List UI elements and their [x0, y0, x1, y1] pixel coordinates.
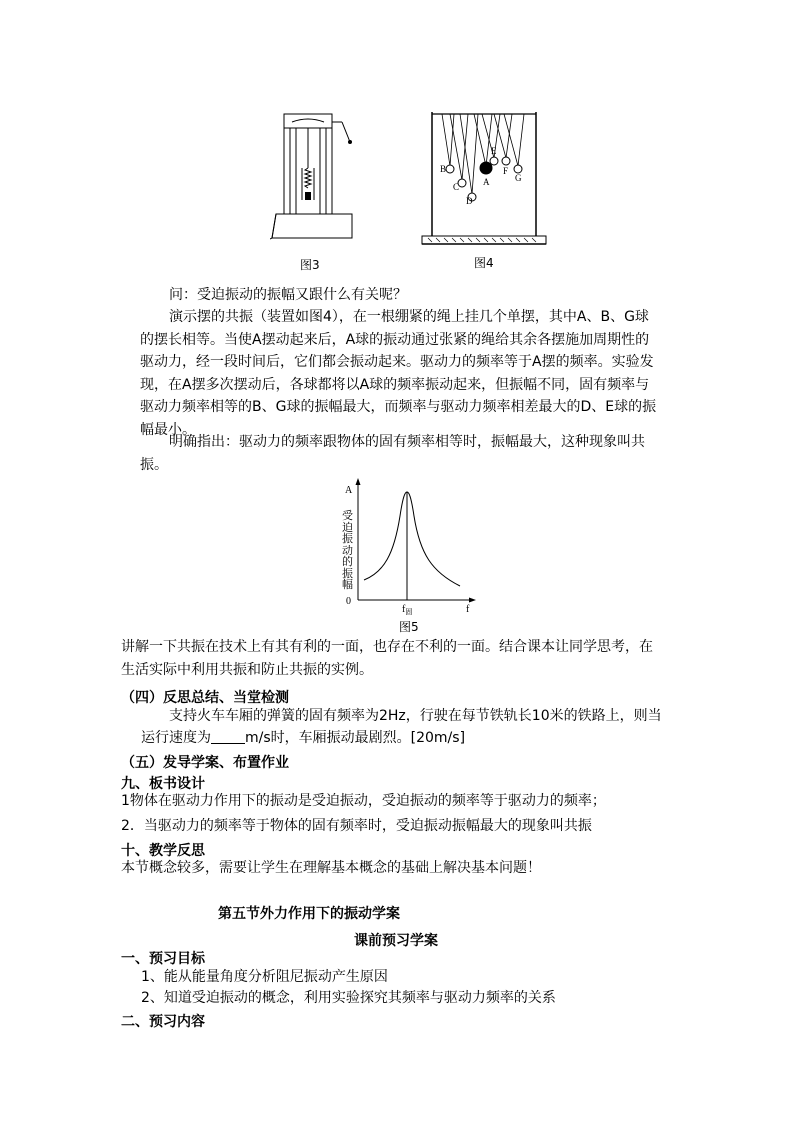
- figure-4-caption: 图4: [474, 256, 494, 270]
- fig4-label-g: G: [515, 173, 522, 183]
- answer-blank[interactable]: [211, 729, 245, 744]
- demo-paragraph: [140, 306, 656, 441]
- demo-line: 幅最小。: [140, 421, 196, 438]
- demo-line: 驱动力，经一段时间后，它们都会振动起来。驱动力的频率等于A摆的频率。实验发: [140, 354, 654, 370]
- fig4-label-e: E: [491, 146, 497, 156]
- demo-line: 的摆长相等。当使A摆动起来后，A球的振动通过张紧的绳给其余各摆施加周期性的: [140, 331, 650, 348]
- heading-board-design: 九、板书设计: [121, 776, 205, 792]
- figure-3-apparatus: [270, 108, 362, 248]
- explain-line: 讲解一下共振在技术上有其有利的一面，也存在不利的一面。结合课本让同学思考，在: [121, 639, 653, 655]
- point-line: 振。: [140, 456, 168, 473]
- fig5-y-axis-label: 受迫振动的振幅: [342, 509, 353, 591]
- heading-preview-content: 二、预习内容: [121, 1014, 205, 1030]
- board-item-1: 1物体在驱动力作用下的振动是受迫振动，受迫振动的频率等于驱动力的频率；: [121, 793, 606, 809]
- fig4-label-c: C: [453, 182, 460, 192]
- fig5-x-tick-sub: 固: [405, 608, 413, 616]
- explain-line: 生活实际中利用共振和防止共振的实例。: [121, 661, 373, 678]
- study-plan-subtitle: 课前预习学案: [354, 933, 438, 949]
- goal-item-2: 2、知道受迫振动的概念，利用实验探究其频率与驱动力频率的关系: [141, 990, 556, 1006]
- figure-3-caption: 图3: [300, 258, 320, 272]
- board-item-2: 2．当驱动力的频率等于物体的固有频率时，受迫振动振幅最大的现象叫共振: [121, 818, 592, 834]
- heading-preview-goals: 一、预习目标: [121, 951, 205, 967]
- heading-teaching-reflection: 十、教学反思: [121, 843, 205, 859]
- reflection-text: 本节概念较多，需要让学生在理解基本概念的基础上解决基本问题！: [121, 860, 541, 876]
- fig5-y-letter: A: [345, 485, 353, 496]
- figure-4-pendulums: [420, 108, 550, 250]
- question-line-2-prefix: 运行速度为: [141, 730, 211, 746]
- heading-homework: （五）发导学案、布置作业: [121, 755, 289, 771]
- question-line-2: [141, 727, 465, 750]
- question-line-2-suffix: m/s时，车厢振动最剧烈。[20m/s]: [245, 730, 466, 746]
- fig5-x-letter: f: [466, 604, 470, 615]
- fig4-label-a: A: [483, 177, 490, 187]
- point-line: 明确指出：驱动力的频率跟物体的固有频率相等时，振幅最大，这种现象叫共: [169, 434, 645, 450]
- fig4-label-f: F: [503, 166, 509, 176]
- study-plan-title: 第五节外力作用下的振动学案: [218, 906, 400, 922]
- figure-5-caption: 图5: [399, 620, 419, 634]
- fig4-label-b: B: [440, 164, 447, 174]
- point-paragraph: [140, 431, 645, 476]
- fig5-origin: 0: [346, 596, 351, 607]
- question-line-1: 支持火车车厢的弹簧的固有频率为2Hz，行驶在每节铁轨长10米的铁路上，则当: [169, 708, 662, 724]
- goal-item-1: 1、能从能量角度分析阻尼振动产生原因: [141, 969, 388, 985]
- fig5-x-tick-main: f: [402, 604, 406, 615]
- explain-paragraph: [121, 636, 653, 681]
- demo-line: 驱动力频率相等的B、G球的振幅最大，而频率与驱动力频率相差最大的D、E球的振: [140, 399, 657, 415]
- fig5-x-tick: [402, 604, 412, 616]
- fig4-label-d: D: [466, 196, 473, 206]
- question-line: 问：受迫振动的振幅又跟什么有关呢？: [169, 287, 407, 303]
- demo-line: 演示摆的共振（装置如图4），在一根绷紧的绳上挂几个单摆，其中A、B、G球: [169, 309, 649, 325]
- figure-5-resonance-curve: [336, 476, 486, 616]
- demo-line: 现，在A摆多次摆动后，各球都将以A球的频率振动起来，但振幅不同，固有频率与: [140, 376, 650, 393]
- heading-reflection-test: （四）反思总结、当堂检测: [121, 690, 289, 706]
